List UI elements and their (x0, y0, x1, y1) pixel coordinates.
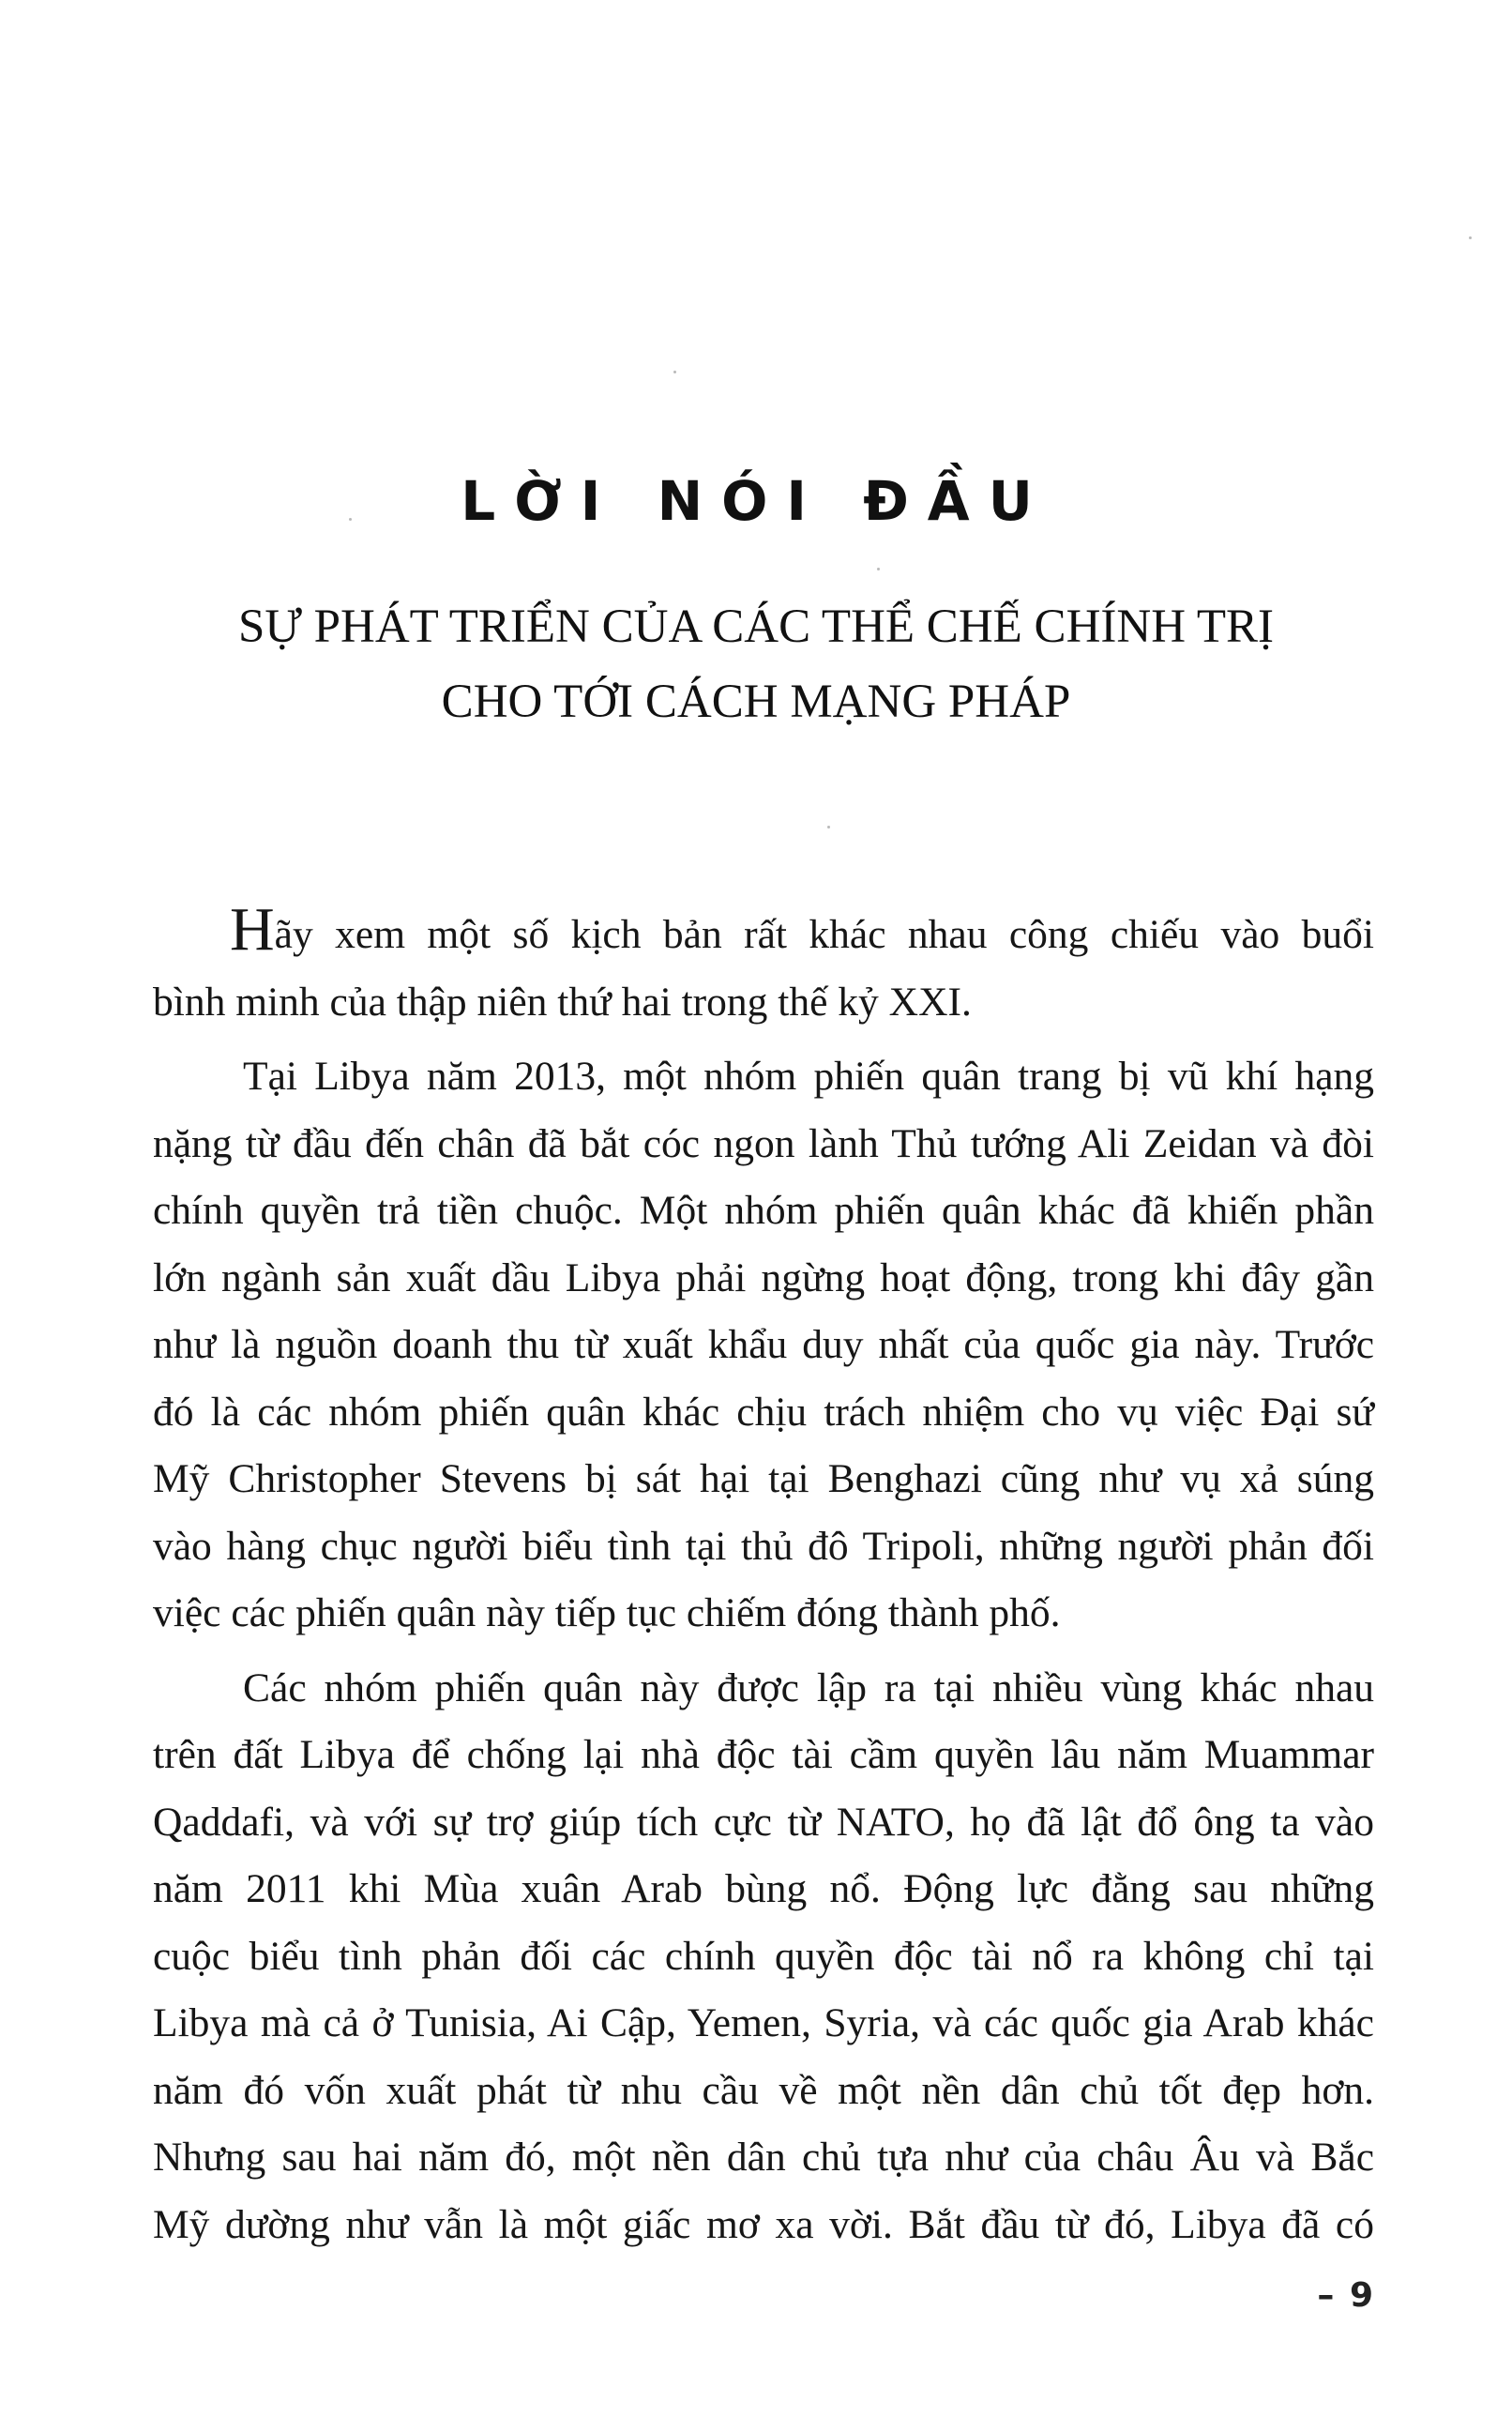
scan-speck (349, 518, 352, 521)
paragraph-line: năm 2011 khi Mùa xuân Arab bùng nổ. Động lực đằng sau những (153, 1866, 1374, 1911)
paragraph-line: đó là các nhóm phiến quân khác chịu trách nhiệm cho vụ việc Đại sứ (153, 1389, 1374, 1435)
paragraph-line: năm đó vốn xuất phát từ nhu cầu về một nền dân chủ tốt đẹp hơn. (153, 2067, 1374, 2113)
paragraph-3 (153, 1655, 1374, 2259)
paragraph-line: trên đất Libya để chống lại nhà độc tài cầm quyền lâu năm Muammar (153, 1732, 1374, 1777)
subtitle-line-1: SỰ PHÁT TRIỂN CỦA CÁC THỂ CHẾ CHÍNH TRỊ (237, 600, 1275, 653)
subtitle-line-2: CHO TỚI CÁCH MẠNG PHÁP (441, 676, 1071, 728)
paragraph-line: vào hàng chục người biểu tình tại thủ đô Tripoli, những người phản đối (153, 1523, 1374, 1569)
paragraph-line: Libya mà cả ở Tunisia, Ai Cập, Yemen, Syria, và các quốc gia Arab khác (153, 2000, 1374, 2045)
chapter-heading: LỜI NÓI ĐẦU (461, 469, 1051, 533)
paragraph-line-text: ãy xem một số kịch bản rất khác nhau công chiếu vào buổi (274, 912, 1374, 957)
paragraph-line: nặng từ đầu đến chân đã bắt cóc ngon lành Thủ tướng Ali Zeidan và đòi (153, 1120, 1374, 1166)
paragraph-line (153, 895, 1374, 969)
paragraph-line: lớn ngành sản xuất dầu Libya phải ngừng hoạt động, trong khi đây gần (153, 1254, 1374, 1300)
paragraph-line: Các nhóm phiến quân này được lập ra tại nhiều vùng khác nhau (243, 1664, 1374, 1710)
scan-speck (673, 371, 676, 373)
paragraph-line: chính quyền trả tiền chuộc. Một nhóm phiến quân khác đã khiến phần (153, 1188, 1374, 1233)
scan-speck (1469, 236, 1472, 239)
page-number: – 9 (1317, 2276, 1375, 2315)
paragraph-line: như là nguồn doanh thu từ xuất khẩu duy nhất của quốc gia này. Trước (153, 1322, 1374, 1367)
scan-speck (827, 826, 830, 828)
paragraph-line: Qaddafi, và với sự trợ giúp tích cực từ NATO, họ đã lật đổ ông ta vào (153, 1799, 1374, 1845)
paragraph-line: Tại Libya năm 2013, một nhóm phiến quân trang bị vũ khí hạng (243, 1054, 1374, 1099)
drop-cap: H (230, 895, 275, 964)
chapter-subtitle (0, 589, 1512, 739)
paragraph-line: Mỹ Christopher Stevens bị sát hại tại Benghazi cũng như vụ xả súng (153, 1456, 1374, 1501)
body-text (153, 895, 1374, 2258)
paragraph-line: cuộc biểu tình phản đối các chính quyền độc tài nổ ra không chỉ tại (153, 1933, 1374, 1979)
paragraph-line: việc các phiến quân này tiếp tục chiếm đóng thành phố. (153, 1590, 1061, 1635)
paragraph-line: Mỹ dường như vẫn là một giấc mơ xa vời. Bắt đầu từ đó, Libya đã có (153, 2201, 1374, 2247)
paragraph-1 (153, 895, 1374, 1036)
paragraph-line: bình minh của thập niên thứ hai trong thế kỷ XXI. (153, 979, 972, 1025)
paragraph-2 (153, 1043, 1374, 1648)
paragraph-line: Nhưng sau hai năm đó, một nền dân chủ tựa như của châu Âu và Bắc (153, 2135, 1374, 2180)
scan-speck (877, 568, 880, 570)
